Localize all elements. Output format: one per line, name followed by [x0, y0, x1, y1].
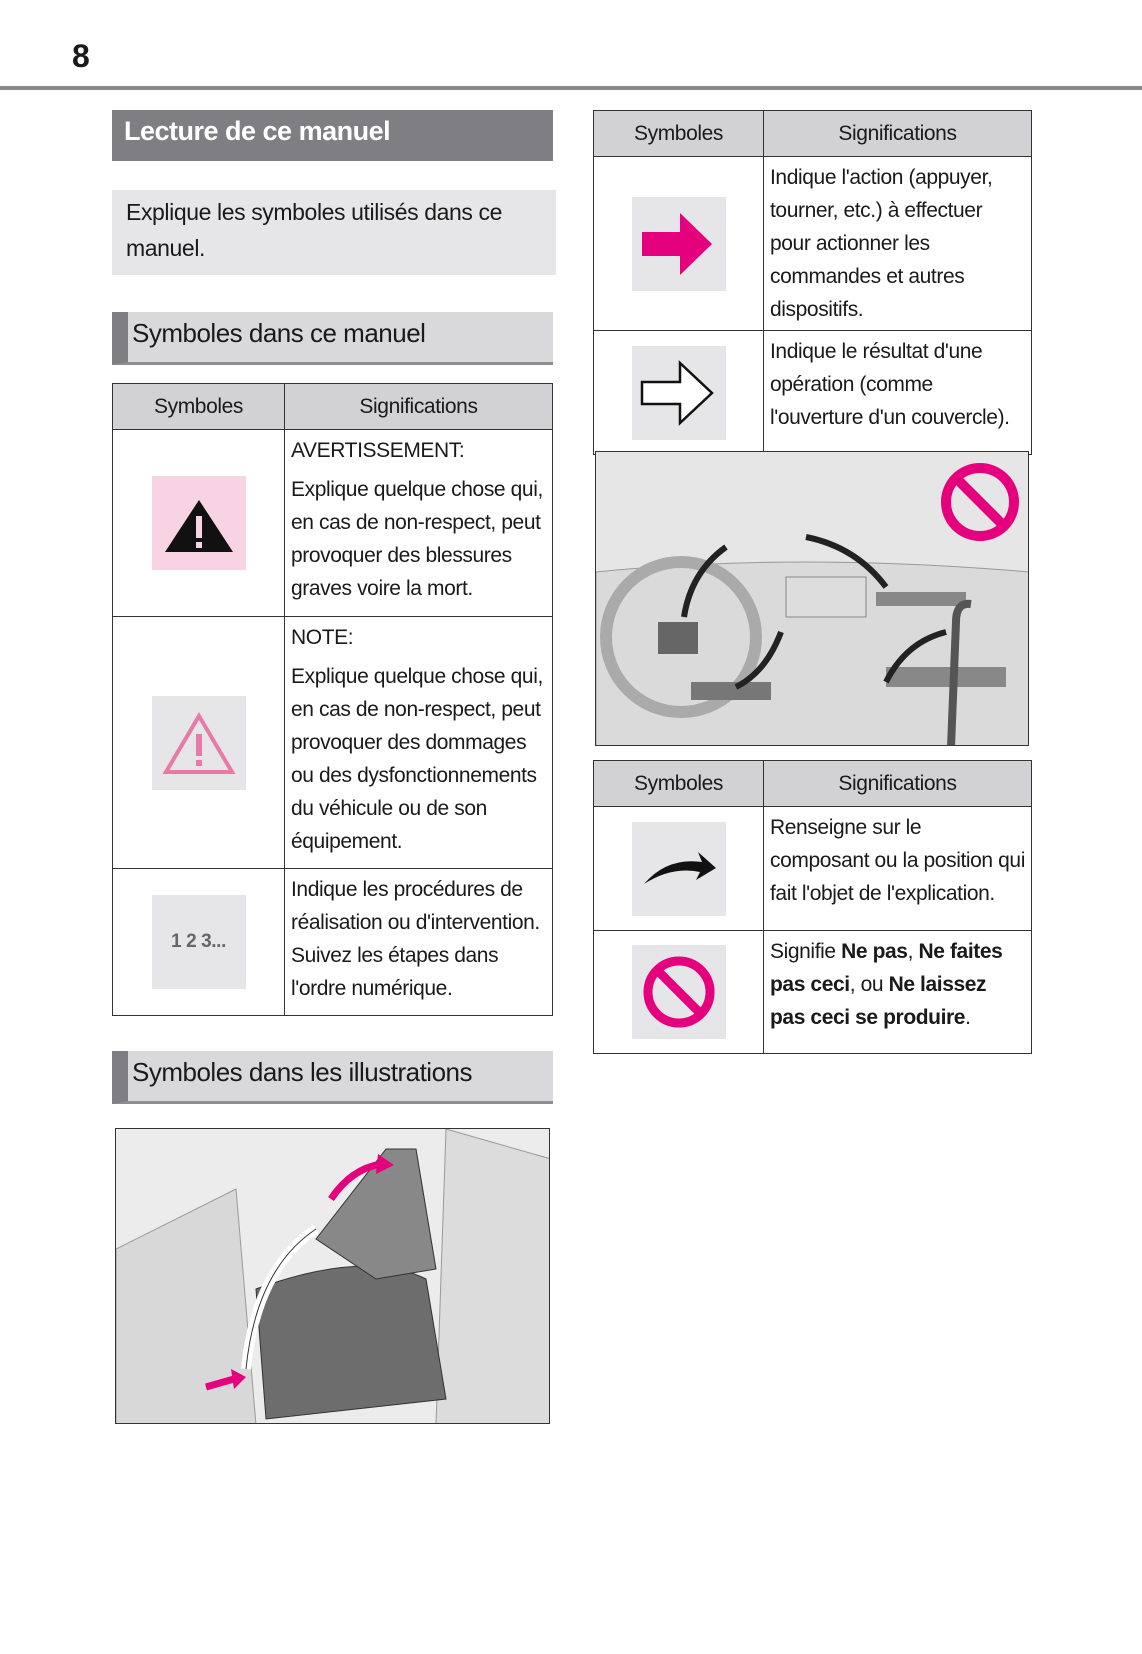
col-symbols: Symboles: [594, 761, 764, 807]
col-meanings: Significations: [764, 111, 1032, 157]
action-arrow-icon: [632, 197, 726, 291]
armrest-illustration: [115, 1128, 550, 1424]
section-heading-illustration-symbols: Symboles dans les illustrations: [112, 1051, 553, 1104]
table-row: [594, 807, 1032, 931]
steps-text: Indique les procédures de réalisation ou d'intervention. Suivez les étapes dans l'ordre numérique.: [285, 869, 553, 1016]
warning-text: Explique quelque chose qui, en cas de non-respect, peut provoquer des blessures graves voire la mort.: [291, 478, 543, 600]
header-rule: [0, 86, 1142, 90]
action-arrow-text: Indique l'action (appuyer, tourner, etc.) à effectuer pour actionner les commandes et autres dispositifs.: [764, 157, 1032, 331]
table-row: [113, 617, 553, 869]
warning-icon: [152, 476, 246, 570]
result-arrow-icon: [632, 346, 726, 440]
pointer-arrow-icon: [632, 822, 726, 916]
intro-text: Explique les symboles utilisés dans ce manuel.: [112, 190, 556, 275]
page-number: 8: [72, 38, 90, 74]
section-heading-manual-symbols: Symboles dans ce manuel: [112, 312, 553, 365]
page-title: Lecture de ce manuel: [112, 110, 553, 161]
warning-heading: AVERTISSEMENT:: [291, 439, 465, 462]
prohibition-text: Signifie Ne pas, Ne faites pas ceci, ou Ne laissez pas ceci se produire.: [764, 931, 1032, 1054]
action-symbols-table: [593, 110, 1032, 455]
steps-icon: 1 2 3...: [152, 895, 246, 989]
table-row: [594, 931, 1032, 1054]
pointer-arrow-text: Renseigne sur le composant ou la position qui fait l'objet de l'explication.: [764, 807, 1032, 931]
table-row: [594, 331, 1032, 455]
table-row: [113, 869, 553, 1016]
note-text: Explique quelque chose qui, en cas de non-respect, peut provoquer des dommages ou des dysfonctionnements du véhicule ou de son équipement.: [291, 665, 543, 853]
dashboard-illustration: [595, 451, 1029, 746]
note-heading: NOTE:: [291, 626, 354, 649]
col-meanings: Significations: [285, 384, 553, 430]
prohibition-icon: [632, 945, 726, 1039]
col-symbols: Symboles: [594, 111, 764, 157]
symbols-table: [112, 383, 553, 1016]
result-arrow-text: Indique le résultat d'une opération (comme l'ouverture d'un couvercle).: [764, 331, 1032, 455]
col-symbols: Symboles: [113, 384, 285, 430]
caution-icon: [152, 696, 246, 790]
col-meanings: Significations: [764, 761, 1032, 807]
table-row: [594, 157, 1032, 331]
table-row: [113, 430, 553, 617]
illustration-symbols-table: [593, 760, 1032, 1054]
